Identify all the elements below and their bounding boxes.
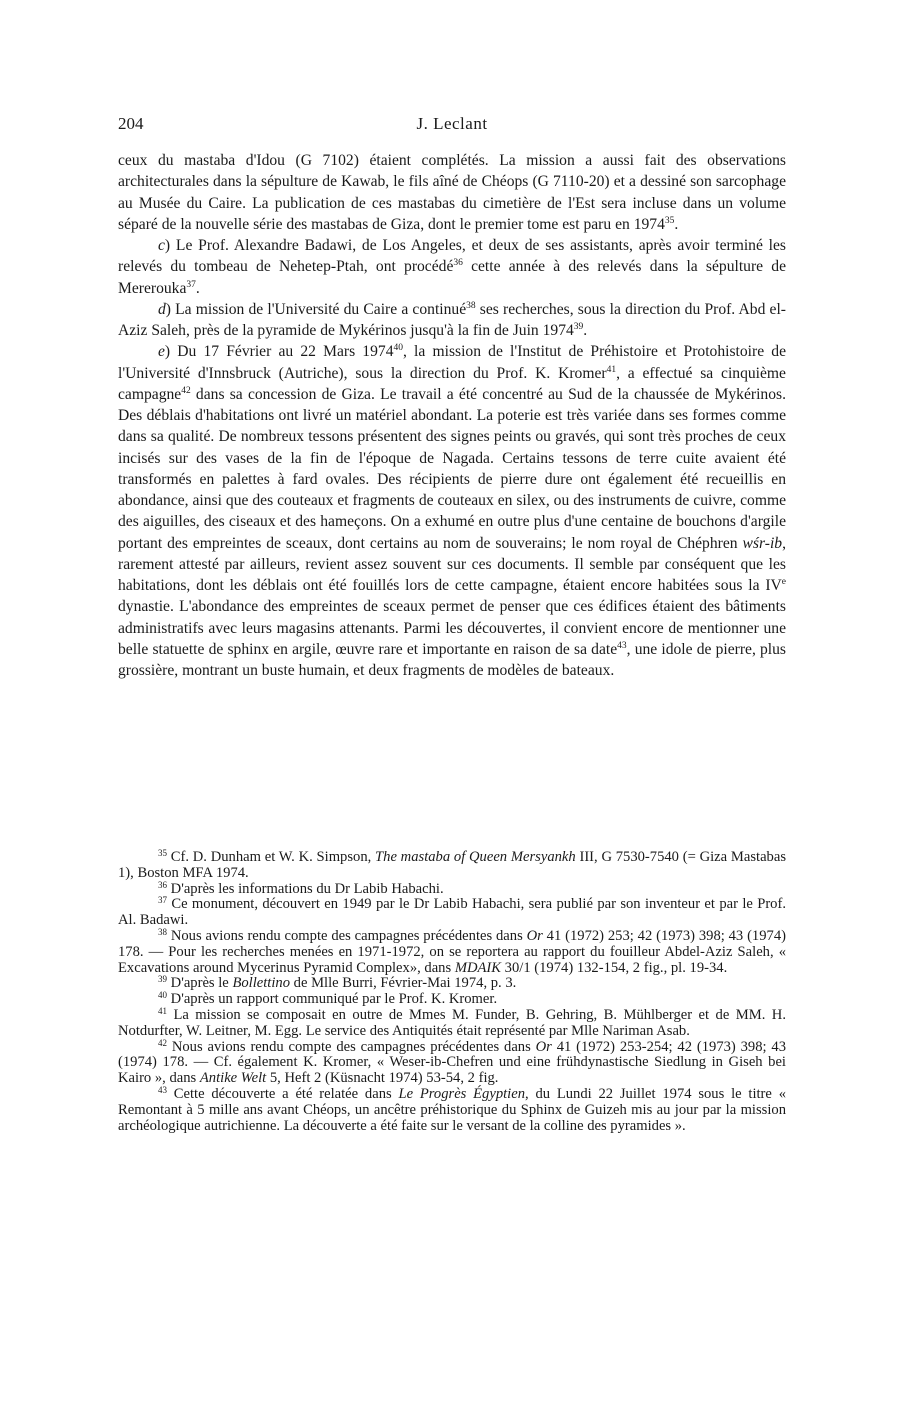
text-run: ses recherches, sous la direction du Prof. Abd el-Aziz Saleh, près de la pyramide de Mykérinos jusqu'à la fin de Juin 1974: [118, 300, 786, 339]
text-run: , une idole de pierre, plus grossière, montrant un buste humain, et deux fragments de modèles de bateaux.: [118, 640, 786, 679]
italic-text: MDAIK: [454, 959, 502, 976]
note-reference: 35: [158, 848, 167, 858]
text-run: 5, Heft 2 (Küsnacht 1974) 53-54, 2 fig.: [266, 1070, 499, 1087]
text-run: Nous avions rendu compte des campagnes précédentes dans: [167, 1038, 536, 1055]
note-reference: 36: [453, 258, 463, 269]
text-run: .: [583, 322, 588, 339]
italic-text: d: [158, 300, 166, 318]
text-run: Cf. D. Dunham et W. K. Simpson,: [167, 849, 376, 865]
text-run: ) La mission de l'Université du Caire a continué: [165, 300, 467, 318]
paragraph-p4: [118, 341, 786, 681]
text-run: D'après un rapport communiqué par le Prof. K. Kromer.: [167, 991, 498, 1008]
text-run: D'après les informations du Dr Labib Habachi.: [167, 880, 444, 897]
page-header: [118, 112, 786, 136]
note-reference: 37: [158, 895, 167, 906]
footnote-43: [118, 1084, 786, 1134]
italic-text: Or: [535, 1038, 552, 1055]
text-run: ) Du 17 Février au 22 Mars 1974: [164, 343, 394, 361]
italic-text: c: [158, 237, 165, 254]
footnote-42: [118, 1037, 787, 1087]
note-reference: 40: [393, 343, 403, 354]
footnotes: [118, 850, 786, 1134]
note-reference: e: [781, 577, 786, 587]
text-run: Ce monument, découvert en 1949 par le Dr Labib Habachi, sera publié par son inventeur et par le Prof. Al. Badawi.: [118, 896, 786, 929]
note-reference: 38: [158, 926, 167, 937]
text-run: , rarement attesté par ailleurs, revient assez souvent sur ces documents. Il semble par conséquent que les habitations, dont les déblais ont été fouillés lors de cette campagne, étaient encore habitées sous la IV: [118, 534, 786, 594]
paragraph-p2: [118, 235, 786, 299]
text-run: Cette découverte a été relatée dans: [167, 1085, 399, 1102]
text-run: 30/1 (1974) 132-154, 2 fig., pl. 19-34.: [501, 959, 728, 976]
text-run: ceux du mastaba d'Idou (G 7102) étaient complétés. La mission a aussi fait des observations architecturales dans la sépulture de Kawab, le fils aîné de Chéops (G 7110-20) et a dessiné son sarcophage au Musée du Caire. La publication de ces mastabas du cimetière de l'Est sera incluse dans un volume séparé de la nouvelle série des mastabas de Giza, dont le premier tome est paru en 1974: [118, 152, 786, 233]
note-reference: 37: [186, 279, 196, 290]
italic-text: The mastaba of Queen Mersyankh: [375, 849, 576, 865]
note-reference: 43: [617, 640, 627, 651]
note-reference: 39: [573, 322, 584, 332]
text-run: 41 (1972) 253-254; 42 (1973) 398; 43 (1974) 178. — Cf. également K. Kromer, « Weser-ib-Chefren und eine frühdynastische Siedlung in Giseh bei Kairo », dans: [118, 1038, 787, 1087]
italic-text: Le Progrès Égyptien: [398, 1085, 526, 1102]
footnote-35: [118, 850, 786, 882]
footnote-37: [118, 897, 786, 929]
text-run: III, G 7530-7540 (= Giza Mastabas 1), Boston MFA 1974.: [118, 849, 787, 881]
text-run: La mission se composait en outre de Mmes M. Funder, B. Gehring, B. Mühlberger et de MM. H. Notdurfter, W. Leitner, M. Egg. Le service des Antiquités était représenté par Mlle Nariman Asab.: [118, 1006, 786, 1039]
text-run: Nous avions rendu compte des campagnes précédentes dans: [167, 927, 527, 944]
running-head: J. Leclant: [416, 114, 488, 133]
text-run: , du Lundi 22 Juillet 1974 sous le titre « Remontant à 5 mille ans avant Chéops, un ancêtre préhistorique du Sphinx de Guizeh mis au jour par la mission archéologique autrichienne. La découverte a été faite sur le versant de la colline des pyramides ».: [118, 1085, 786, 1134]
note-reference: 38: [466, 300, 476, 311]
note-reference: 42: [181, 385, 191, 396]
footnote-39: [118, 976, 786, 992]
note-reference: 39: [158, 974, 167, 985]
text-run: D'après le: [167, 975, 233, 992]
body-text: [118, 150, 786, 681]
paragraph-p3: [118, 299, 786, 342]
note-reference: 41: [158, 1005, 167, 1016]
footnote-38: [118, 926, 786, 976]
note-reference: 41: [606, 364, 617, 375]
text-run: .: [674, 215, 679, 233]
text-run: cette année à des relevés dans la sépulture de Mererouka: [118, 258, 786, 297]
italic-text: wśr-ib: [742, 534, 783, 552]
italic-text: e: [158, 343, 165, 361]
italic-text: Bollettino: [232, 975, 290, 992]
italic-text: Or: [526, 927, 543, 944]
text-run: , a effectué sa cinquième campagne: [118, 364, 786, 403]
note-reference: 35: [664, 215, 675, 226]
note-reference: 40: [158, 990, 167, 1001]
text-run: 41 (1972) 253; 42 (1973) 398; 43 (1974) 178. — Pour les recherches menées en 1971-1972, on se reportera au rapport du fouilleur Abdel-Aziz Saleh, « Excavations around Mycerinus Pyramid Complex», dans: [118, 927, 786, 976]
footnote-40: [118, 992, 786, 1008]
footnote-41: [118, 1005, 786, 1040]
text-run: dynastie. L'abondance des empreintes de sceaux permet de penser que ces édifices étaient des bâtiments administratifs avec leurs magasins attenants. Parmi les découvertes, il convient encore de mentionner une belle statuette de sphinx en argile, œuvre rare et importante en raison de sa date: [118, 598, 786, 658]
text-run: .: [195, 279, 200, 297]
text-run: dans sa concession de Giza. Le travail a été concentré au Sud de la chaussée de Mykérinos. Des déblais d'habitations ont livré un matériel abondant. La poterie est très variée dans ses formes comme dans sa qualité. De nombreux tessons présentent des signes peints ou gravés, qui sont très proches de ceux incisés sur des vases de la fin de l'époque de Nagada. Certains tessons de terre cuite avaient été transformés en palettes à fard ovales. Des récipients de pierre dure ont également été recueillis en abondance, ainsi que des couteaux et fragments de couteaux en silex, ou des instruments de cuivre, comme des aiguilles, des ciseaux et des hameçons. On a exhumé en outre plus d'une centaine de bouchons d'argile portant des empreintes de sceaux, dont certains au nom de souverains; le nom royal de Chéphren: [118, 385, 786, 552]
note-reference: 43: [158, 1084, 167, 1095]
text-run: ) Le Prof. Alexandre Badawi, de Los Angeles, et deux de ses assistants, après avoir terminé les relevés du tombeau de Nehetep-Ptah, ont procédé: [118, 237, 786, 276]
text-run: de Mlle Burri, Février-Mai 1974, p. 3.: [290, 975, 517, 992]
italic-text: Antike Welt: [199, 1070, 267, 1087]
text-run: , la mission de l'Institut de Préhistoire et Protohistoire de l'Université d'Innsbruck (Autriche), sous la direction du Prof. K. Kromer: [118, 343, 787, 382]
note-reference: 42: [158, 1037, 167, 1048]
paragraph-p1: [118, 150, 786, 235]
page-number: 204: [118, 114, 144, 133]
note-reference: 36: [158, 879, 167, 890]
